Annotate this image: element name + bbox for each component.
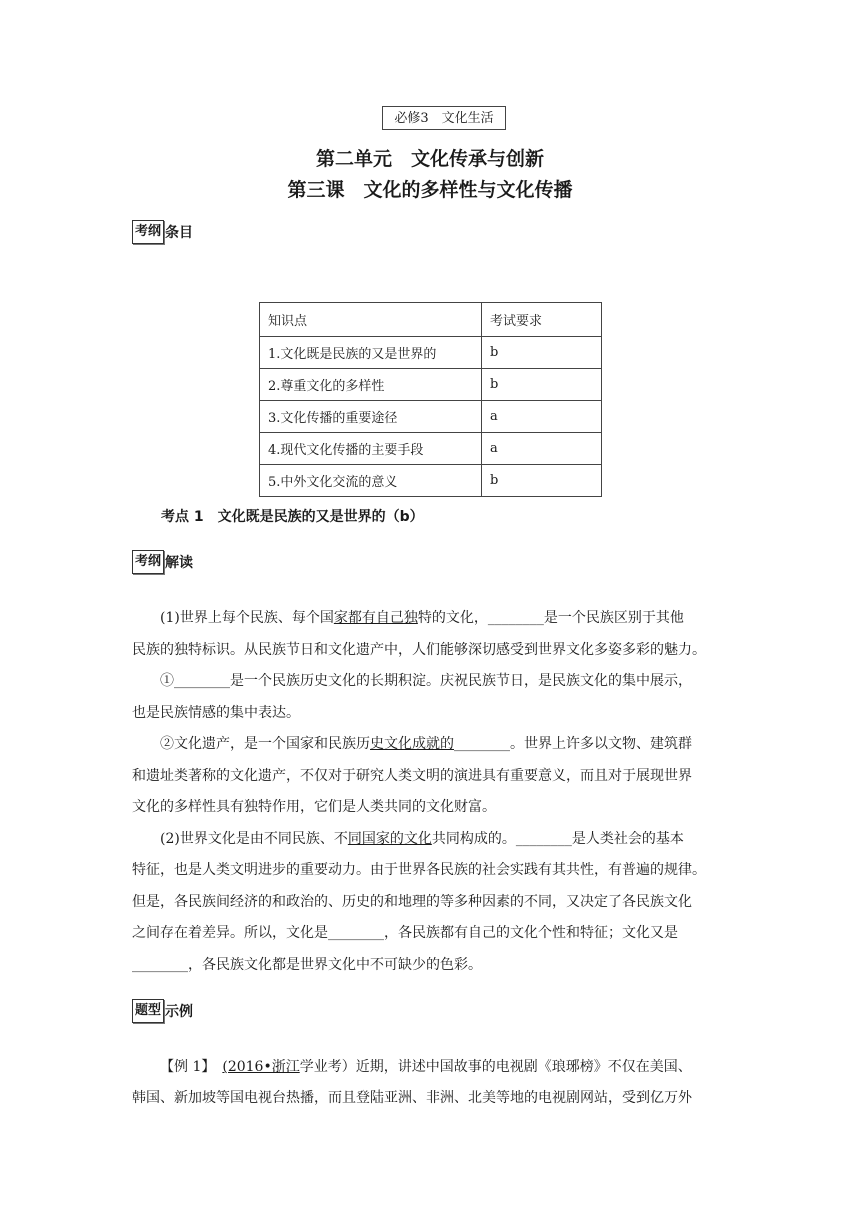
table-header-row bbox=[260, 303, 602, 337]
table-header: 知识点 bbox=[260, 303, 482, 337]
section-example-heading bbox=[132, 998, 193, 1024]
text-run: 共同构成的。________是人类社会的基本 bbox=[431, 830, 684, 847]
paragraph-line: 民族的独特标识。从民族节日和文化遗产中，人们能够深切感受到世界文化多姿多彩的魅力。 bbox=[132, 641, 706, 658]
table-cell: b bbox=[482, 465, 602, 497]
paragraph-line: 和遗址类著称的文化遗产，不仅对于研究人类文明的演进具有重要意义，而且对于展现世界 bbox=[132, 767, 692, 784]
section-suffix: 条目 bbox=[165, 225, 194, 241]
text-run: 特的文化，________是一个民族区别于其他 bbox=[417, 610, 684, 626]
table-header: 考试要求 bbox=[482, 303, 602, 337]
section-interp-heading bbox=[132, 549, 193, 575]
example-text bbox=[132, 1052, 742, 1114]
example-label: 【例 1】 bbox=[160, 1059, 209, 1075]
paragraph-line: 也是民族情感的集中表达。 bbox=[132, 704, 300, 721]
section-badge: 考纲 bbox=[132, 220, 164, 244]
table-cell: a bbox=[482, 401, 602, 433]
section-suffix: 示例 bbox=[165, 1004, 194, 1020]
table-cell: 4.现代文化传播的主要手段 bbox=[260, 433, 482, 465]
table-row bbox=[260, 337, 602, 369]
text-run: (2)世界文化是由不同民族、不 bbox=[160, 830, 348, 847]
interpretation-text bbox=[132, 603, 732, 981]
subject-box: 必修3 文化生活 bbox=[382, 106, 506, 130]
section-badge: 考纲 bbox=[132, 550, 164, 574]
section-badge: 题型 bbox=[132, 999, 164, 1023]
underlined-text: 同国家的文化 bbox=[347, 830, 432, 847]
paragraph-line: 之间存在着差异。所以，文化是________，各民族都有自己的文化个性和特征；文化又是 bbox=[132, 925, 678, 941]
table-row bbox=[260, 369, 602, 401]
text-run: (1)世界上每个民族、每个国 bbox=[160, 610, 334, 626]
table-cell: 3.文化传播的重要途径 bbox=[260, 401, 482, 433]
table-row bbox=[260, 433, 602, 465]
paragraph-line: ________，各民族文化都是世界文化中不可缺少的色彩。 bbox=[132, 956, 482, 973]
lesson-title: 第三课 文化的多样性与文化传播 bbox=[287, 179, 573, 201]
paragraph-line bbox=[132, 603, 732, 635]
unit-title: 第二单元 文化传承与创新 bbox=[315, 148, 544, 170]
table-cell: 1.文化既是民族的又是世界的 bbox=[260, 337, 482, 369]
table-cell: 2.尊重文化的多样性 bbox=[260, 369, 482, 401]
section-outline-heading bbox=[132, 219, 193, 245]
underlined-text: 史文化成就的 bbox=[370, 736, 454, 752]
table-row bbox=[260, 401, 602, 433]
table-row bbox=[260, 465, 602, 497]
paragraph-line: 文化的多样性具有独特作用，它们是人类共同的文化财富。 bbox=[132, 799, 496, 815]
table-cell: b bbox=[482, 337, 602, 369]
paragraph-line: 特征，也是人类文明进步的重要动力。由于世界各民族的社会实践有其共性，有普遍的规律。 bbox=[132, 862, 706, 878]
table-cell: 5.中外文化交流的意义 bbox=[260, 465, 482, 497]
example-line bbox=[132, 1052, 742, 1083]
paragraph-line: 但是，各民族间经济的和政治的、历史的和地理的等多种因素的不同，又决定了各民族文化 bbox=[132, 893, 692, 910]
paragraph-line bbox=[132, 729, 732, 761]
example-source: (2016•浙江 bbox=[222, 1059, 300, 1075]
section-suffix: 解读 bbox=[165, 555, 194, 571]
underlined-text: 家都有自己独 bbox=[333, 610, 418, 626]
text-run: ________。世界上许多以文物、建筑群 bbox=[454, 736, 692, 752]
outline-table bbox=[259, 302, 602, 497]
paragraph-line: ①________是一个民族历史文化的长期积淀。庆祝民族节日，是民族文化的集中展示， bbox=[160, 673, 692, 689]
table-cell: a bbox=[482, 433, 602, 465]
table-cell: b bbox=[482, 369, 602, 401]
example-line: 韩国、新加坡等国电视台热播，而且登陆亚洲、非洲、北美等地的电视剧网站，受到亿万外 bbox=[132, 1090, 692, 1106]
text-run: 学业考）近期，讲述中国故事的电视剧《琅琊榜》不仅在美国、 bbox=[299, 1059, 692, 1075]
text-run: ②文化遗产，是一个国家和民族历 bbox=[160, 736, 370, 752]
kaodian-title: 考点 1 文化既是民族的又是世界的（b） bbox=[161, 509, 424, 525]
paragraph-line bbox=[132, 824, 732, 856]
